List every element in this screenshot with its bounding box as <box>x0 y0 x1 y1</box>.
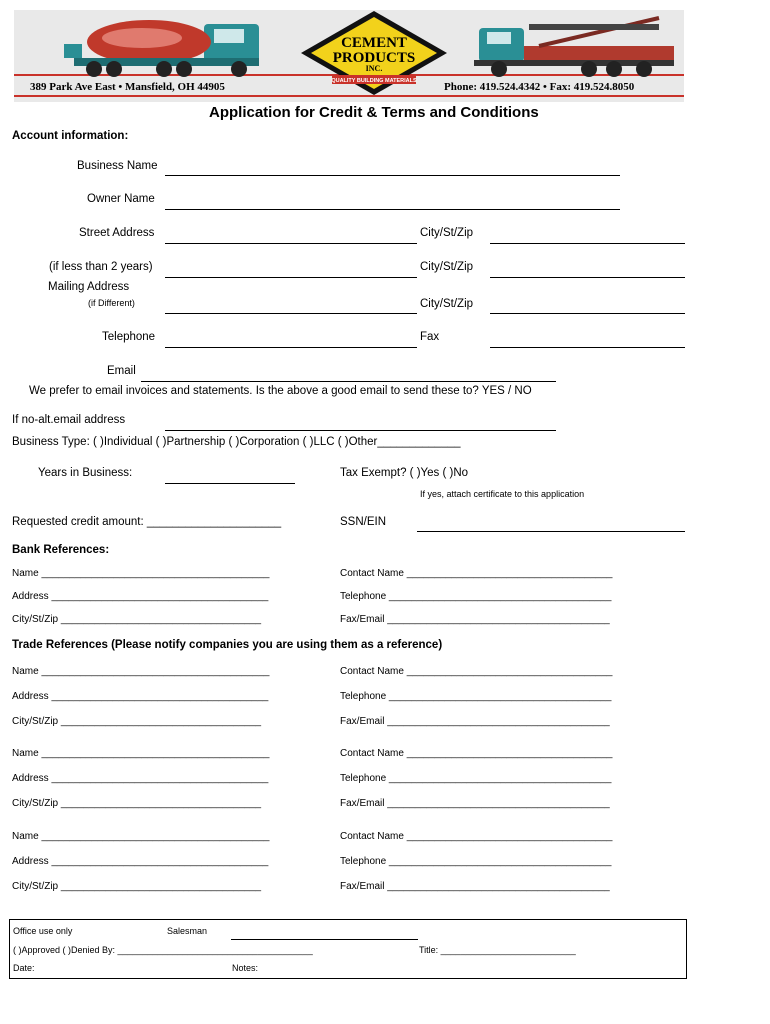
bank-city-field[interactable]: City/St/Zip ____________________________________ <box>12 614 262 625</box>
trade1-contact-field[interactable]: Contact Name _____________________________________ <box>340 666 613 677</box>
bank-address-field[interactable]: Address _______________________________________ <box>12 591 269 602</box>
business-name-label: Business Name <box>77 160 158 172</box>
trade2-address-field[interactable]: Address _______________________________________ <box>12 773 269 784</box>
years-in-business-field[interactable] <box>165 483 295 484</box>
email-prompt: We prefer to email invoices and statements. Is the above a good email to send these to? YES / NO <box>29 385 532 397</box>
city-st-zip-label: City/St/Zip <box>420 227 474 239</box>
owner-name-field[interactable] <box>165 209 620 210</box>
logo-line2: PRODUCTS <box>332 50 416 66</box>
ssn-ein-label: SSN/EIN <box>340 516 387 528</box>
trade3-telephone-field[interactable]: Telephone ________________________________________ <box>340 856 612 867</box>
office-use-label: Office use only <box>13 926 73 936</box>
trade-references-heading: Trade References (Please notify companies you are using them as a reference) <box>12 639 443 651</box>
bank-contact-field[interactable]: Contact Name _____________________________________ <box>340 568 613 579</box>
tax-exempt-options[interactable]: Tax Exempt? ( )Yes ( )No <box>340 467 469 479</box>
less-than-2-years-label: (if less than 2 years) <box>49 261 153 273</box>
bank-name-field[interactable]: Name _________________________________________ <box>12 568 270 579</box>
title-field[interactable]: Title: ___________________________ <box>419 945 576 955</box>
trade1-name-field[interactable]: Name _________________________________________ <box>12 666 270 677</box>
fax-field[interactable] <box>490 347 685 348</box>
email-label: Email <box>107 365 136 377</box>
company-logo <box>299 10 449 96</box>
trade2-telephone-field[interactable]: Telephone ________________________________________ <box>340 773 612 784</box>
company-phone-fax: Phone: 419.524.4342 • Fax: 419.524.8050 <box>444 81 635 93</box>
office-use-box <box>9 919 687 979</box>
if-different-note: (if Different) <box>88 298 135 308</box>
requested-credit-field[interactable]: Requested credit amount: _____________________ <box>12 516 282 528</box>
crane-truck-illustration <box>469 14 679 78</box>
business-name-field[interactable] <box>165 175 620 176</box>
bank-telephone-field[interactable]: Telephone ________________________________________ <box>340 591 612 602</box>
date-label: Date: <box>13 963 35 973</box>
fax-label: Fax <box>420 331 440 343</box>
account-heading: Account information: <box>12 130 129 142</box>
trade1-city-field[interactable]: City/St/Zip ____________________________________ <box>12 716 262 727</box>
prior-address-field[interactable] <box>165 277 417 278</box>
bank-references-heading: Bank References: <box>12 544 110 556</box>
tax-exempt-note: If yes, attach certificate to this application <box>420 489 585 499</box>
trade3-contact-field[interactable]: Contact Name _____________________________________ <box>340 831 613 842</box>
trade1-address-field[interactable]: Address _______________________________________ <box>12 691 269 702</box>
mixer-truck-illustration <box>54 14 274 78</box>
approval-options[interactable]: ( )Approved ( )Denied By: _______________________________________ <box>13 945 313 955</box>
street-address-field[interactable] <box>165 243 417 244</box>
logo-tagline: QUALITY BUILDING MATERIALS <box>331 78 417 84</box>
owner-name-label: Owner Name <box>87 193 155 205</box>
mailing-address-label: Mailing Address <box>48 281 130 293</box>
salesman-label: Salesman <box>167 926 208 936</box>
telephone-label: Telephone <box>102 331 156 343</box>
telephone-field[interactable] <box>165 347 417 348</box>
mailing-city-st-zip-field[interactable] <box>490 313 685 314</box>
street-address-label: Street Address <box>79 227 155 239</box>
city-st-zip-field[interactable] <box>490 243 685 244</box>
trade2-city-field[interactable]: City/St/Zip ____________________________________ <box>12 798 262 809</box>
trade3-city-field[interactable]: City/St/Zip ____________________________________ <box>12 881 262 892</box>
trade2-contact-field[interactable]: Contact Name _____________________________________ <box>340 748 613 759</box>
header-banner <box>14 10 684 102</box>
alt-email-label: If no-alt.email address <box>12 414 126 426</box>
ssn-ein-field[interactable] <box>417 531 685 532</box>
bank-faxemail-field[interactable]: Fax/Email ________________________________________ <box>340 614 610 625</box>
prior-city-st-zip-field[interactable] <box>490 277 685 278</box>
years-in-business-label: Years in Business: <box>38 467 133 479</box>
company-address: 389 Park Ave East • Mansfield, OH 44905 <box>30 81 225 93</box>
business-type-options[interactable]: Business Type: ( )Individual ( )Partnership ( )Corporation ( )LLC ( )Other_____________ <box>12 436 461 448</box>
email-field[interactable] <box>141 381 556 382</box>
city-st-zip-label: City/St/Zip <box>420 298 474 310</box>
salesman-field[interactable] <box>231 939 418 940</box>
trade3-address-field[interactable]: Address _______________________________________ <box>12 856 269 867</box>
notes-label: Notes: <box>232 963 259 973</box>
trade1-faxemail-field[interactable]: Fax/Email ________________________________________ <box>340 716 610 727</box>
logo-line3: INC. <box>365 64 383 73</box>
form-title: Application for Credit & Terms and Conditions <box>209 104 539 121</box>
city-st-zip-label: City/St/Zip <box>420 261 474 273</box>
trade3-faxemail-field[interactable]: Fax/Email ________________________________________ <box>340 881 610 892</box>
trade3-name-field[interactable]: Name _________________________________________ <box>12 831 270 842</box>
trade2-faxemail-field[interactable]: Fax/Email ________________________________________ <box>340 798 610 809</box>
trade2-name-field[interactable]: Name _________________________________________ <box>12 748 270 759</box>
alt-email-field[interactable] <box>165 430 556 431</box>
logo-line1: CEMENT <box>341 35 407 51</box>
trade1-telephone-field[interactable]: Telephone ________________________________________ <box>340 691 612 702</box>
mailing-address-field[interactable] <box>165 313 417 314</box>
